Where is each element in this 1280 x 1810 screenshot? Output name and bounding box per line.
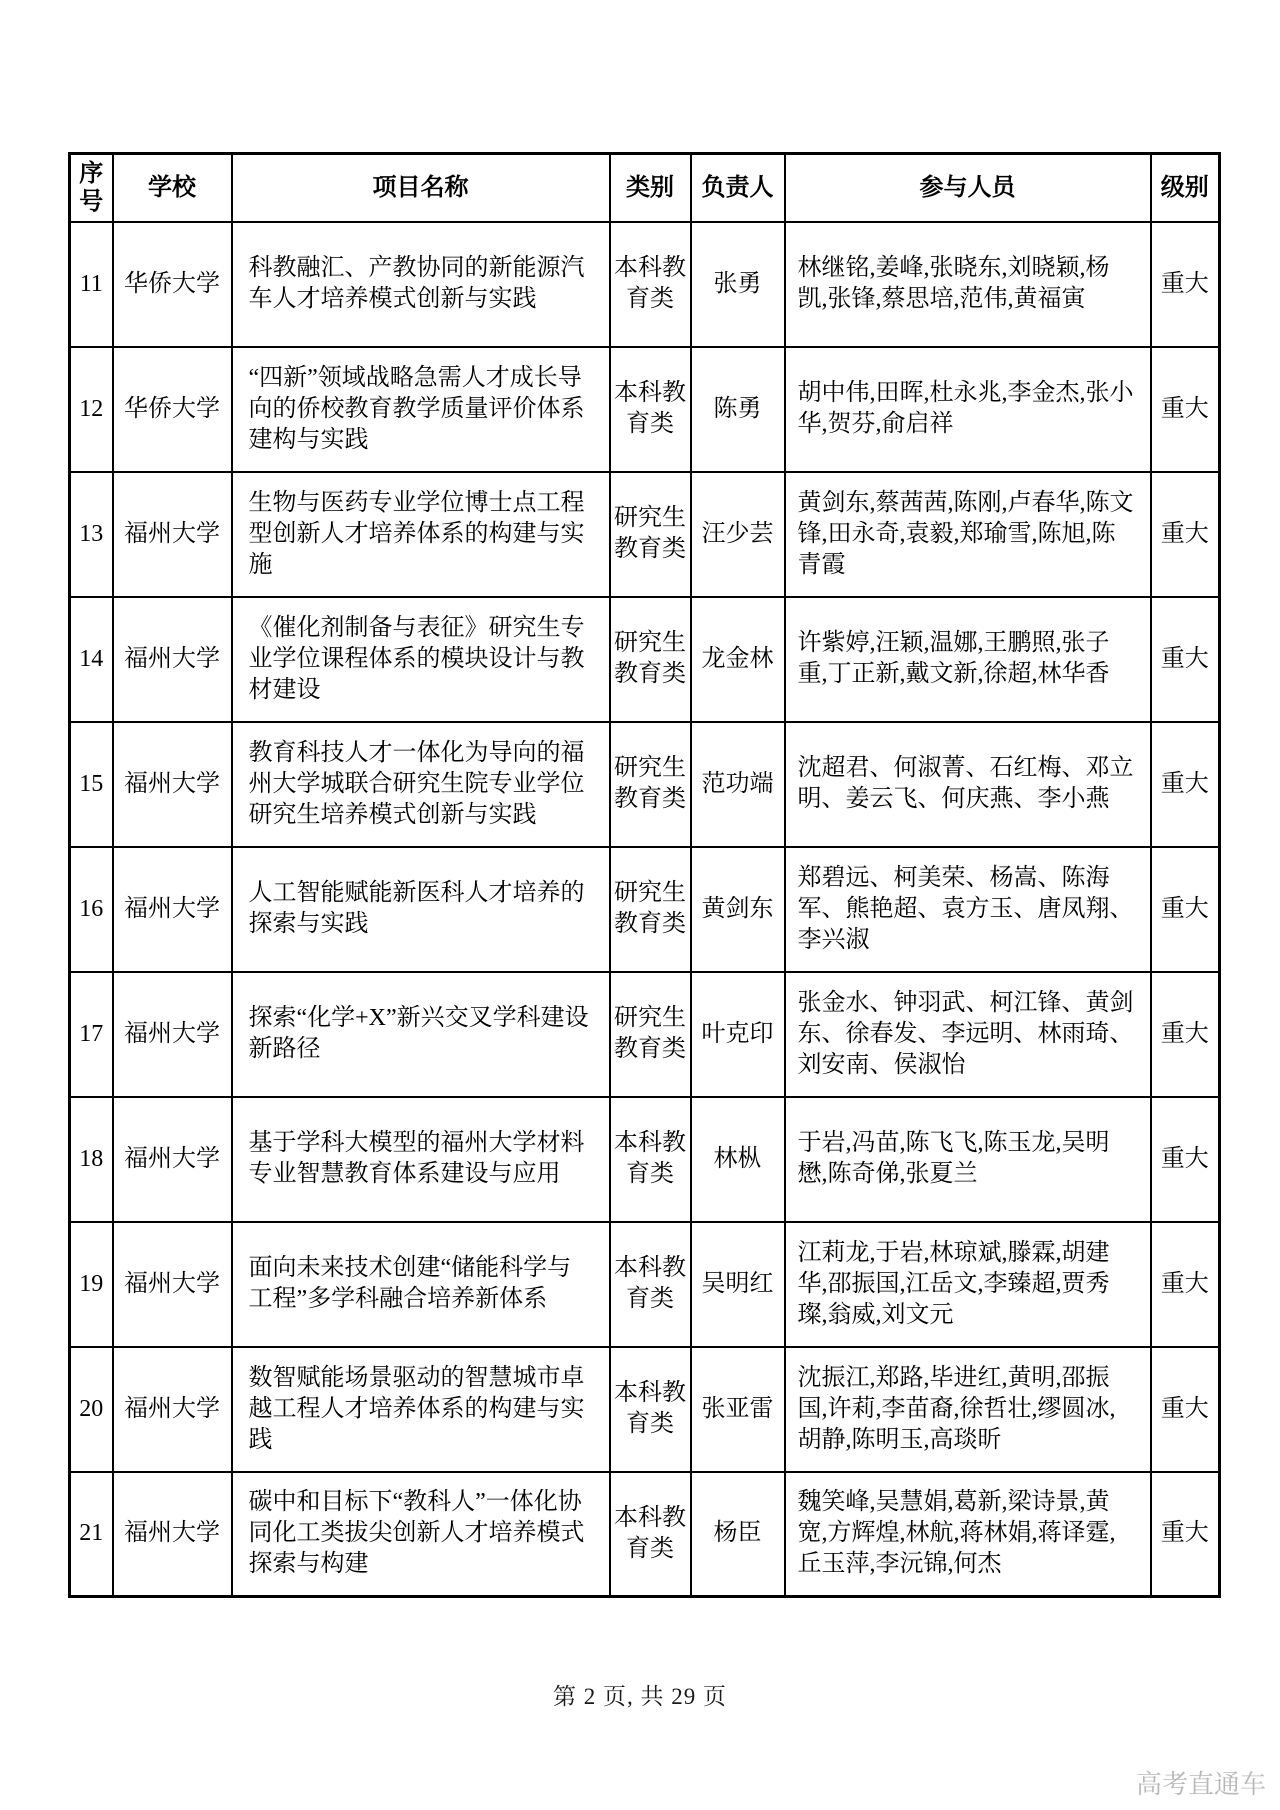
cell-participants: 沈超君、何淑菁、石红梅、邓立明、姜云飞、何庆燕、李小燕 <box>785 722 1151 847</box>
col-header-leader: 负责人 <box>691 154 785 222</box>
table-row <box>70 1347 1220 1472</box>
cell-no: 19 <box>70 1222 113 1347</box>
col-header-school: 学校 <box>113 154 232 222</box>
cell-leader: 汪少芸 <box>691 472 785 597</box>
cell-school: 福州大学 <box>113 1097 232 1222</box>
table-row <box>70 1097 1220 1222</box>
cell-category: 本科教育类 <box>610 1472 691 1597</box>
cell-level: 重大 <box>1151 1472 1220 1597</box>
cell-school: 福州大学 <box>113 972 232 1097</box>
cell-project: 基于学科大模型的福州大学材料专业智慧教育体系建设与应用 <box>232 1097 610 1222</box>
cell-leader: 叶克印 <box>691 972 785 1097</box>
cell-participants: 于岩,冯苗,陈飞飞,陈玉龙,吴明懋,陈奇俤,张夏兰 <box>785 1097 1151 1222</box>
cell-leader: 杨臣 <box>691 1472 785 1597</box>
cell-no: 15 <box>70 722 113 847</box>
table-row <box>70 347 1220 472</box>
cell-school: 福州大学 <box>113 1347 232 1472</box>
table-row <box>70 597 1220 722</box>
table-row <box>70 222 1220 347</box>
cell-level: 重大 <box>1151 347 1220 472</box>
cell-level: 重大 <box>1151 597 1220 722</box>
cell-level: 重大 <box>1151 472 1220 597</box>
table-row <box>70 1472 1220 1597</box>
cell-no: 21 <box>70 1472 113 1597</box>
cell-leader: 龙金林 <box>691 597 785 722</box>
col-header-level: 级别 <box>1151 154 1220 222</box>
cell-project: 生物与医药专业学位博士点工程型创新人才培养体系的构建与实施 <box>232 472 610 597</box>
cell-category: 研究生教育类 <box>610 847 691 972</box>
cell-level: 重大 <box>1151 1097 1220 1222</box>
cell-project: “四新”领域战略急需人才成长导向的侨校教育教学质量评价体系建构与实践 <box>232 347 610 472</box>
cell-level: 重大 <box>1151 222 1220 347</box>
cell-project: 《催化剂制备与表征》研究生专业学位课程体系的模块设计与教材建设 <box>232 597 610 722</box>
cell-project: 数智赋能场景驱动的智慧城市卓越工程人才培养体系的构建与实践 <box>232 1347 610 1472</box>
table-row <box>70 1222 1220 1347</box>
cell-category: 本科教育类 <box>610 222 691 347</box>
cell-leader: 张勇 <box>691 222 785 347</box>
cell-leader: 林枞 <box>691 1097 785 1222</box>
cell-participants: 江莉龙,于岩,林琼斌,滕霖,胡建华,邵振国,江岳文,李臻超,贾秀璨,翁威,刘文元 <box>785 1222 1151 1347</box>
table-row <box>70 722 1220 847</box>
cell-participants: 许紫婷,汪颖,温娜,王鹏照,张子重,丁正新,戴文新,徐超,林华香 <box>785 597 1151 722</box>
cell-school: 华侨大学 <box>113 222 232 347</box>
cell-category: 本科教育类 <box>610 1347 691 1472</box>
cell-level: 重大 <box>1151 847 1220 972</box>
cell-leader: 张亚雷 <box>691 1347 785 1472</box>
cell-participants: 林继铭,姜峰,张晓东,刘晓颖,杨凯,张锋,蔡思培,范伟,黄福寅 <box>785 222 1151 347</box>
page-number: 第 2 页, 共 29 页 <box>553 1684 727 1709</box>
cell-leader: 黄剑东 <box>691 847 785 972</box>
cell-participants: 黄剑东,蔡茜茜,陈刚,卢春华,陈文锋,田永奇,袁毅,郑瑜雪,陈旭,陈青霞 <box>785 472 1151 597</box>
watermark: 高考直通车 <box>1135 1770 1266 1799</box>
col-header-category: 类别 <box>610 154 691 222</box>
cell-no: 11 <box>70 222 113 347</box>
cell-leader: 范功端 <box>691 722 785 847</box>
cell-project: 碳中和目标下“教科人”一体化协同化工类拔尖创新人才培养模式探索与构建 <box>232 1472 610 1597</box>
cell-participants: 张金水、钟羽武、柯江锋、黄剑东、徐春发、李远明、林雨琦、刘安南、侯淑怡 <box>785 972 1151 1097</box>
cell-no: 20 <box>70 1347 113 1472</box>
table-body <box>70 222 1220 1597</box>
cell-no: 13 <box>70 472 113 597</box>
cell-no: 17 <box>70 972 113 1097</box>
cell-no: 18 <box>70 1097 113 1222</box>
table-row <box>70 472 1220 597</box>
cell-participants: 胡中伟,田晖,杜永兆,李金杰,张小华,贺芬,俞启祥 <box>785 347 1151 472</box>
cell-school: 福州大学 <box>113 722 232 847</box>
cell-leader: 吴明红 <box>691 1222 785 1347</box>
table-header-row <box>70 154 1220 222</box>
table-row <box>70 972 1220 1097</box>
cell-category: 本科教育类 <box>610 1097 691 1222</box>
cell-category: 研究生教育类 <box>610 597 691 722</box>
cell-school: 华侨大学 <box>113 347 232 472</box>
cell-project: 教育科技人才一体化为导向的福州大学城联合研究生院专业学位研究生培养模式创新与实践 <box>232 722 610 847</box>
cell-participants: 沈振江,郑路,毕进红,黄明,邵振国,许莉,李苗裔,徐哲壮,缪圆冰,胡静,陈明玉,高琰昕 <box>785 1347 1151 1472</box>
cell-level: 重大 <box>1151 1222 1220 1347</box>
cell-school: 福州大学 <box>113 847 232 972</box>
col-header-participants: 参与人员 <box>785 154 1151 222</box>
cell-participants: 魏笑峰,吴慧娟,葛新,梁诗景,黄宽,方辉煌,林航,蒋林娟,蒋译霆,丘玉萍,李沅锦,何杰 <box>785 1472 1151 1597</box>
cell-category: 本科教育类 <box>610 347 691 472</box>
cell-no: 14 <box>70 597 113 722</box>
cell-category: 研究生教育类 <box>610 472 691 597</box>
cell-level: 重大 <box>1151 722 1220 847</box>
cell-project: 人工智能赋能新医科人才培养的探索与实践 <box>232 847 610 972</box>
cell-participants: 郑碧远、柯美荣、杨嵩、陈海军、熊艳超、袁方玉、唐凤翔、李兴淑 <box>785 847 1151 972</box>
cell-no: 12 <box>70 347 113 472</box>
cell-category: 研究生教育类 <box>610 722 691 847</box>
cell-school: 福州大学 <box>113 1222 232 1347</box>
cell-leader: 陈勇 <box>691 347 785 472</box>
cell-school: 福州大学 <box>113 472 232 597</box>
col-header-project: 项目名称 <box>232 154 610 222</box>
projects-table <box>68 152 1221 1598</box>
cell-project: 探索“化学+X”新兴交叉学科建设新路径 <box>232 972 610 1097</box>
cell-category: 本科教育类 <box>610 1222 691 1347</box>
table-row <box>70 847 1220 972</box>
cell-level: 重大 <box>1151 1347 1220 1472</box>
cell-school: 福州大学 <box>113 1472 232 1597</box>
cell-category: 研究生教育类 <box>610 972 691 1097</box>
cell-project: 面向未来技术创建“储能科学与工程”多学科融合培养新体系 <box>232 1222 610 1347</box>
cell-no: 16 <box>70 847 113 972</box>
cell-level: 重大 <box>1151 972 1220 1097</box>
col-header-no: 序号 <box>70 154 113 222</box>
cell-school: 福州大学 <box>113 597 232 722</box>
cell-project: 科教融汇、产教协同的新能源汽车人才培养模式创新与实践 <box>232 222 610 347</box>
